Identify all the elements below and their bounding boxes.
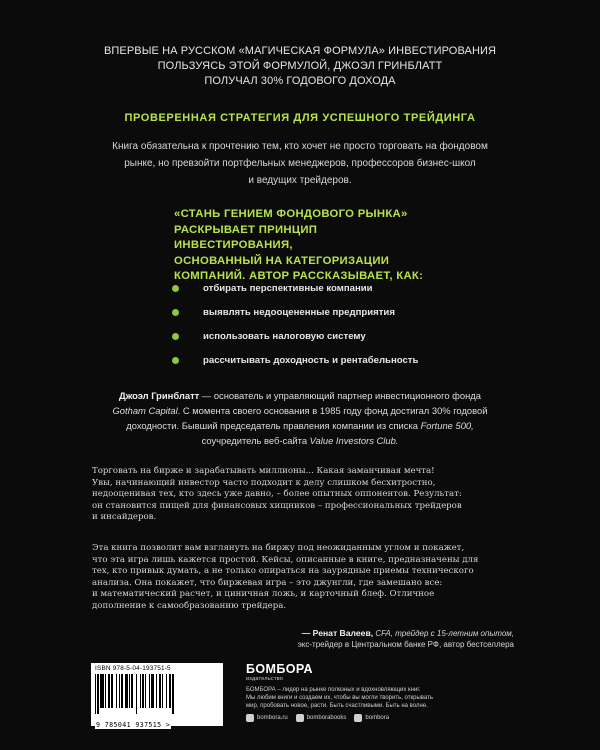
reviewer-details: экс-трейдер в Центральном банке РФ, автор бестселлера <box>297 640 514 649</box>
body-line: Эта книга позволит вам взглянуть на биржу под неожиданным углом и покажет, <box>92 543 465 553</box>
author-name: Джоэл Гринблатт <box>119 390 200 401</box>
headline <box>174 207 434 285</box>
body-line: Увы, начинающий инвестор часто подходит к делу слишком бесхитростно, <box>92 477 436 488</box>
social-link-vk[interactable] <box>296 714 347 722</box>
fund-name: Gotham Capital <box>112 405 178 416</box>
barcode-icon <box>95 674 219 714</box>
list-item <box>172 348 472 372</box>
bullet-dot-icon <box>172 357 179 364</box>
intro-line: рынке, но превзойти портфельных менеджеров, профессоров бизнес-школ <box>124 158 476 169</box>
publisher-block <box>246 663 516 722</box>
body-line: и математический расчет, и циничная ложь, и карточный блеф. Отличное <box>92 589 435 599</box>
headline-line: РАСКРЫВАЕТ ПРИНЦИП ИНВЕСТИРОВАНИЯ, <box>174 223 318 251</box>
headline-line: ОСНОВАННЫЙ НА КАТЕГОРИЗАЦИИ <box>174 254 390 267</box>
author-bio <box>90 388 510 448</box>
list-item <box>172 276 472 300</box>
bullet-text: использовать налоговую систему <box>203 330 366 342</box>
body-line: Торговать на бирже и зарабатывать миллионы... Какая заманчивая мечта! <box>92 466 435 476</box>
body-line: он становится пищей для финансовых хищников – профессиональных трейдеров <box>92 500 462 511</box>
body-line: что эта игра лишь кажется простой. Кейсы, описанные в книге, предназначены для <box>92 554 479 565</box>
body-line: анализа. Она покажет, что биржевая игра – это джунгли, где замешано все: <box>92 577 443 588</box>
body-line: дополнение к самообразованию трейдера. <box>92 600 287 611</box>
social-link-telegram[interactable] <box>354 714 389 722</box>
barcode-bar <box>174 674 175 714</box>
fortune-name: Fortune 500, <box>420 420 474 431</box>
body-paragraph-1 <box>92 466 514 524</box>
top-claim-line: ВПЕРВЫЕ НА РУССКОМ «МАГИЧЕСКАЯ ФОРМУЛА» ИНВЕСТИРОВАНИЯ <box>103 45 497 57</box>
globe-icon <box>246 714 254 722</box>
author-text: соучредитель веб-сайта <box>201 435 310 446</box>
barcode-block <box>91 663 223 729</box>
body-line: недооценивая тех, кто здесь уже давно, – более опытных оппонентов. Результат: <box>92 489 462 499</box>
social-label: bombora <box>365 715 390 722</box>
bullet-dot-icon <box>172 285 179 292</box>
barcode-digits: 9 785041 937515 > <box>96 721 171 729</box>
reviewer-title: CFA, трейдер с 15-летним опытом, <box>373 629 514 638</box>
publisher-logo: БОМБОРА <box>246 662 313 676</box>
top-claim <box>0 44 600 89</box>
intro-line: и ведущих трейдеров. <box>248 175 352 186</box>
telegram-icon <box>354 714 362 722</box>
club-name: Value Investors Club. <box>309 435 399 446</box>
intro-text <box>100 138 500 189</box>
social-links <box>246 714 516 722</box>
author-text: . С момента своего основания в 1985 году фонд достигал 30% годовой доходности. Бывший председатель правления компании из списка <box>126 405 488 431</box>
publisher-line: Мы любим книги и создаем их, чтобы вы могли творить, открывать <box>246 694 433 701</box>
publisher-text <box>246 687 516 710</box>
body-line: и инсайдеров. <box>92 512 157 522</box>
list-item <box>172 300 472 324</box>
top-claim-line: ПОЛУЧАЛ 30% ГОДОВОГО ДОХОДА <box>204 75 396 87</box>
list-item <box>172 324 472 348</box>
body-paragraph-2 <box>92 543 514 612</box>
publisher-line: БОМБОРА – лидер на рынке полезных и вдохновляющих книг. <box>246 687 421 693</box>
body-line: тех, кто привык думать, а не только опираться на заурядные приемы технического <box>92 566 474 576</box>
top-claim-line: ПОЛЬЗУЯСЬ ЭТОЙ ФОРМУЛОЙ, ДЖОЭЛ ГРИНБЛАТТ <box>157 60 443 72</box>
publisher-line: мир, пробовать новое, расти. Быть счастливыми. Быть на волне. <box>246 702 428 709</box>
bullet-list <box>172 276 472 372</box>
vk-icon <box>296 714 304 722</box>
author-text: — основатель и управляющий партнер инвестиционного фонда <box>199 390 481 401</box>
bullet-text: отбирать перспективные компании <box>203 282 373 294</box>
strategy-heading: ПРОВЕРЕННАЯ СТРАТЕГИЯ ДЛЯ УСПЕШНОГО ТРЕЙДИНГА <box>124 112 476 124</box>
social-label: bomborabooks <box>306 715 347 722</box>
publisher-logo-sub: издательство <box>246 676 284 682</box>
review-quote <box>150 628 514 650</box>
bullet-text: выявлять недооцененные предприятия <box>203 306 395 318</box>
reviewer-name: — Ренат Валеев, <box>301 628 374 638</box>
bullet-dot-icon <box>172 309 179 316</box>
headline-line: КОМПАНИЙ. АВТОР РАССКАЗЫВАЕТ, КАК: <box>174 270 424 282</box>
social-label: bombora.ru <box>257 715 288 722</box>
social-link-site[interactable] <box>246 714 288 722</box>
isbn: ISBN 978-5-04-193751-5 <box>95 665 171 672</box>
intro-line: Книга обязательна к прочтению тем, кто хочет не просто торговать на фондовом <box>112 141 488 152</box>
bullet-dot-icon <box>172 333 179 340</box>
bullet-text: рассчитывать доходность и рентабельность <box>203 354 419 366</box>
headline-line: «СТАНЬ ГЕНИЕМ ФОНДОВОГО РЫНКА» <box>174 208 408 220</box>
